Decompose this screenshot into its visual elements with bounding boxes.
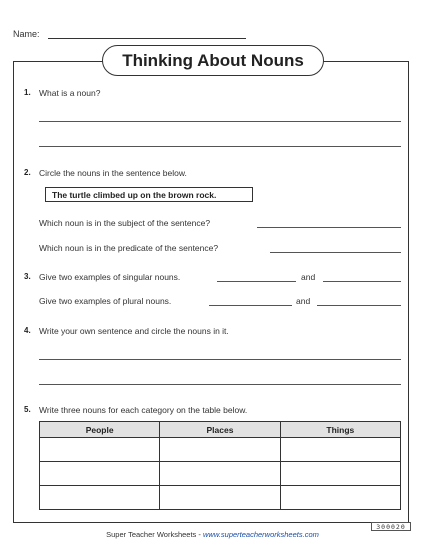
table-cell[interactable] (160, 438, 280, 462)
plural-question: Give two examples of plural nouns. (39, 296, 172, 306)
table-row (40, 486, 401, 510)
answer-line[interactable] (217, 281, 296, 282)
question-1-text: What is a noun? (39, 88, 101, 98)
worksheet-code: 300020 (371, 522, 411, 531)
sentence-box[interactable]: The turtle climbed up on the brown rock. (45, 187, 253, 202)
answer-line[interactable] (323, 281, 401, 282)
table-cell[interactable] (40, 486, 160, 510)
table-header-things: Things (280, 422, 400, 438)
answer-line[interactable] (39, 146, 401, 147)
question-5-number: 5. (24, 405, 31, 414)
question-3-number: 3. (24, 272, 31, 281)
table-cell[interactable] (280, 486, 400, 510)
question-4-text: Write your own sentence and circle the nouns in it. (39, 326, 229, 336)
name-field[interactable] (48, 38, 246, 39)
question-2-number: 2. (24, 168, 31, 177)
table-cell[interactable] (280, 438, 400, 462)
answer-line[interactable] (270, 252, 401, 253)
table-header-places: Places (160, 422, 280, 438)
answer-line[interactable] (257, 227, 401, 228)
table-cell[interactable] (160, 486, 280, 510)
question-5-text: Write three nouns for each category on the table below. (39, 405, 248, 415)
question-2-text: Circle the nouns in the sentence below. (39, 168, 187, 178)
predicate-question: Which noun is in the predicate of the sentence? (39, 243, 219, 253)
answer-line[interactable] (39, 384, 401, 385)
name-label: Name: (13, 29, 40, 39)
and-label: and (301, 272, 316, 282)
question-1-number: 1. (24, 88, 31, 97)
table-cell[interactable] (280, 462, 400, 486)
table-cell[interactable] (160, 462, 280, 486)
table-header-people: People (40, 422, 160, 438)
table-cell[interactable] (40, 462, 160, 486)
question-4-number: 4. (24, 326, 31, 335)
answer-line[interactable] (317, 305, 401, 306)
footer-link[interactable]: www.superteacherworksheets.com (202, 530, 319, 539)
and-label: and (296, 296, 311, 306)
answer-line[interactable] (39, 359, 401, 360)
question-3-text: Give two examples of singular nouns. (39, 272, 181, 282)
subject-question: Which noun is in the subject of the sentence? (39, 218, 211, 228)
table-row (40, 462, 401, 486)
answer-line[interactable] (39, 121, 401, 122)
table-cell[interactable] (40, 438, 160, 462)
table-row (40, 438, 401, 462)
answer-line[interactable] (209, 305, 292, 306)
footer (0, 530, 425, 539)
page-title: Thinking About Nouns (102, 45, 324, 76)
category-table (39, 421, 401, 510)
footer-text: Super Teacher Worksheets - (106, 530, 203, 539)
